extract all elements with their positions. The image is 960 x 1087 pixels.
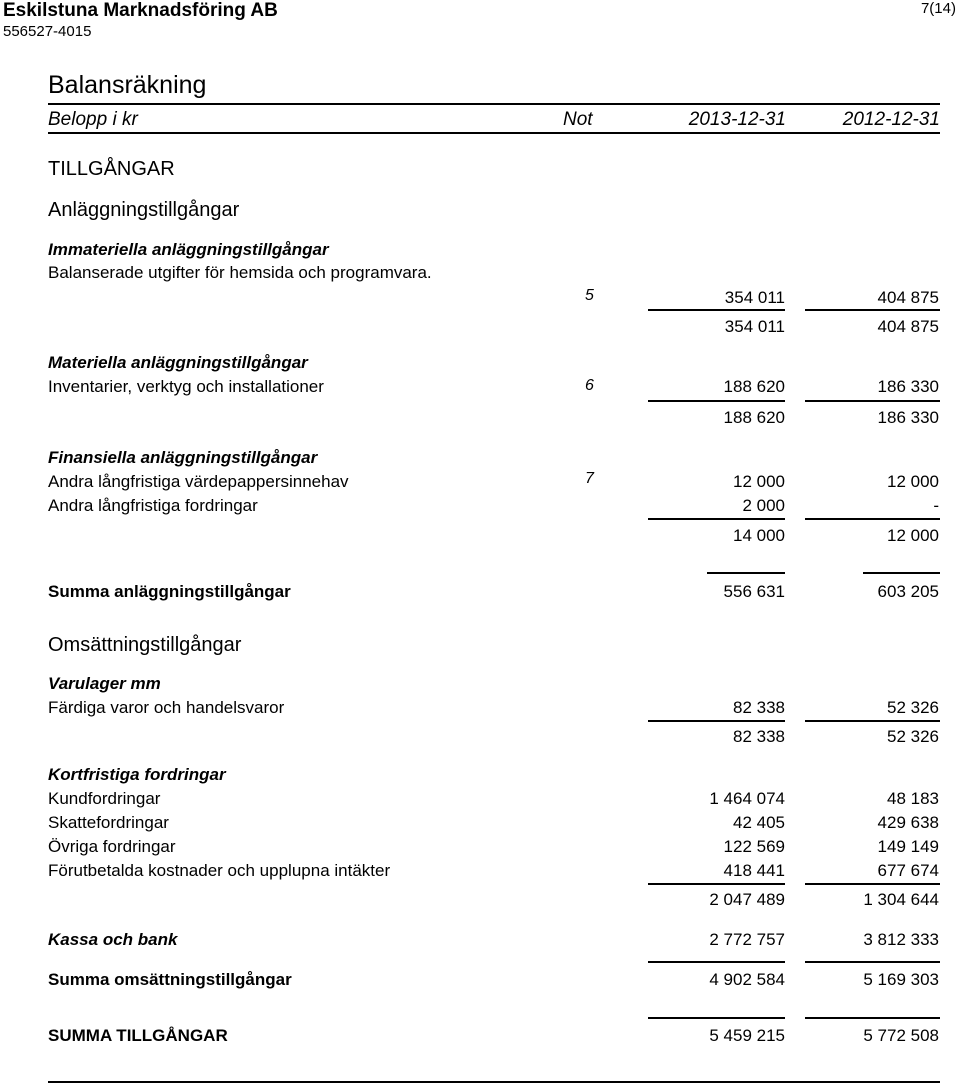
row-value-fordringar-lang-2012: - xyxy=(933,496,939,515)
subtotal-rule xyxy=(648,720,785,722)
column-header-note: Not xyxy=(563,109,593,130)
row-value-summa-tillgangar-2012: 5 772 508 xyxy=(863,1026,939,1045)
row-value-forutbetalda-2012: 677 674 xyxy=(877,861,939,880)
section-anlaggningstillgangar: Anläggningstillgångar xyxy=(48,199,240,221)
row-note-inventarier: 6 xyxy=(585,377,594,394)
column-header-label: Belopp i kr xyxy=(48,109,138,130)
total-rule xyxy=(707,572,785,574)
row-value-kund-2013: 1 464 074 xyxy=(709,789,785,808)
row-value-summa-tillgangar-2013: 5 459 215 xyxy=(709,1026,785,1045)
row-value-kassa-2012: 3 812 333 xyxy=(863,930,939,949)
page-bottom-rule xyxy=(48,1081,940,1083)
grand-total-rule xyxy=(805,1017,940,1019)
subtotal-kortfristiga-2012: 1 304 644 xyxy=(863,890,939,909)
column-header-2013: 2013-12-31 xyxy=(688,109,786,130)
section-tillgangar: TILLGÅNGAR xyxy=(48,158,175,180)
row-label-summa-tillgangar: SUMMA TILLGÅNGAR xyxy=(48,1026,228,1045)
row-value-ovriga-2013: 122 569 xyxy=(723,837,785,856)
subtotal-materiella-2012: 186 330 xyxy=(877,408,939,427)
page-title: Balansräkning xyxy=(48,71,207,99)
row-label-fordringar-lang: Andra långfristiga fordringar xyxy=(48,496,258,515)
row-label-forutbetalda: Förutbetalda kostnader och upplupna intäkter xyxy=(48,861,391,880)
subsection-varulager: Varulager mm xyxy=(48,674,161,693)
row-value-summa-omsattning-2012: 5 169 303 xyxy=(863,970,939,989)
subtotal-materiella-2013: 188 620 xyxy=(723,408,785,427)
subtotal-rule xyxy=(805,309,940,311)
row-label-summa-omsattning: Summa omsättningstillgångar xyxy=(48,970,292,989)
subtotal-varulager-2013: 82 338 xyxy=(733,727,785,746)
subtotal-rule xyxy=(648,883,785,885)
row-label-kassa: Kassa och bank xyxy=(48,930,178,949)
row-value-fordringar-lang-2013: 2 000 xyxy=(742,496,785,515)
row-label-inventarier: Inventarier, verktyg och installationer xyxy=(48,377,324,396)
total-rule xyxy=(863,572,940,574)
row-value-forutbetalda-2013: 418 441 xyxy=(723,861,785,880)
header-top-rule xyxy=(48,103,940,105)
row-value-skatte-2012: 429 638 xyxy=(877,813,939,832)
org-number: 556527-4015 xyxy=(3,23,92,40)
row-value-kund-2012: 48 183 xyxy=(887,789,939,808)
grand-total-rule xyxy=(648,1017,785,1019)
subsection-immateriella: Immateriella anläggningstillgångar xyxy=(48,240,329,259)
total-rule xyxy=(805,961,940,963)
company-name: Eskilstuna Marknadsföring AB xyxy=(3,0,278,21)
subtotal-kortfristiga-2013: 2 047 489 xyxy=(709,890,785,909)
row-value-balanserade-2013: 354 011 xyxy=(724,288,785,307)
row-value-balanserade-2012: 404 875 xyxy=(877,288,939,307)
subsection-kortfristiga: Kortfristiga fordringar xyxy=(48,765,226,784)
row-value-ovriga-2012: 149 149 xyxy=(877,837,939,856)
header-bottom-rule xyxy=(48,132,940,134)
subsection-finansiella: Finansiella anläggningstillgångar xyxy=(48,448,318,467)
row-value-summa-omsattning-2013: 4 902 584 xyxy=(709,970,785,989)
subtotal-varulager-2012: 52 326 xyxy=(887,727,939,746)
row-value-inventarier-2012: 186 330 xyxy=(877,377,939,396)
subtotal-rule xyxy=(648,309,785,311)
row-value-vardepapper-2012: 12 000 xyxy=(887,472,939,491)
row-value-fardiga-2013: 82 338 xyxy=(733,698,785,717)
row-label-ovriga: Övriga fordringar xyxy=(48,837,176,856)
subtotal-immateriella-2013: 354 011 xyxy=(724,317,785,336)
row-value-skatte-2013: 42 405 xyxy=(733,813,785,832)
subtotal-rule xyxy=(805,518,940,520)
subtotal-rule xyxy=(805,883,940,885)
row-label-balanserade: Balanserade utgifter för hemsida och programvara. xyxy=(48,263,432,282)
row-label-fardiga: Färdiga varor och handelsvaror xyxy=(48,698,285,717)
row-value-vardepapper-2013: 12 000 xyxy=(733,472,785,491)
row-label-vardepapper: Andra långfristiga värdepappersinnehav xyxy=(48,472,349,491)
row-label-kund: Kundfordringar xyxy=(48,789,161,808)
row-note-balanserade: 5 xyxy=(585,287,594,304)
subtotal-immateriella-2012: 404 875 xyxy=(877,317,939,336)
row-value-kassa-2013: 2 772 757 xyxy=(709,930,785,949)
row-value-inventarier-2013: 188 620 xyxy=(723,377,785,396)
section-omsattningstillgangar: Omsättningstillgångar xyxy=(48,634,242,656)
row-note-vardepapper: 7 xyxy=(585,470,594,487)
row-value-summa-anlaggning-2012: 603 205 xyxy=(877,582,939,601)
subsection-materiella: Materiella anläggningstillgångar xyxy=(48,353,308,372)
column-header-2012: 2012-12-31 xyxy=(842,109,940,130)
total-rule xyxy=(648,961,785,963)
subtotal-rule xyxy=(648,400,785,402)
page-number: 7(14) xyxy=(920,0,956,17)
subtotal-rule xyxy=(648,518,785,520)
subtotal-finansiella-2012: 12 000 xyxy=(887,526,939,545)
row-value-summa-anlaggning-2013: 556 631 xyxy=(723,582,785,601)
subtotal-finansiella-2013: 14 000 xyxy=(733,526,785,545)
row-label-summa-anlaggning: Summa anläggningstillgångar xyxy=(48,582,291,601)
subtotal-rule xyxy=(805,400,940,402)
row-label-skatte: Skattefordringar xyxy=(48,813,169,832)
subtotal-rule xyxy=(805,720,940,722)
row-value-fardiga-2012: 52 326 xyxy=(887,698,939,717)
